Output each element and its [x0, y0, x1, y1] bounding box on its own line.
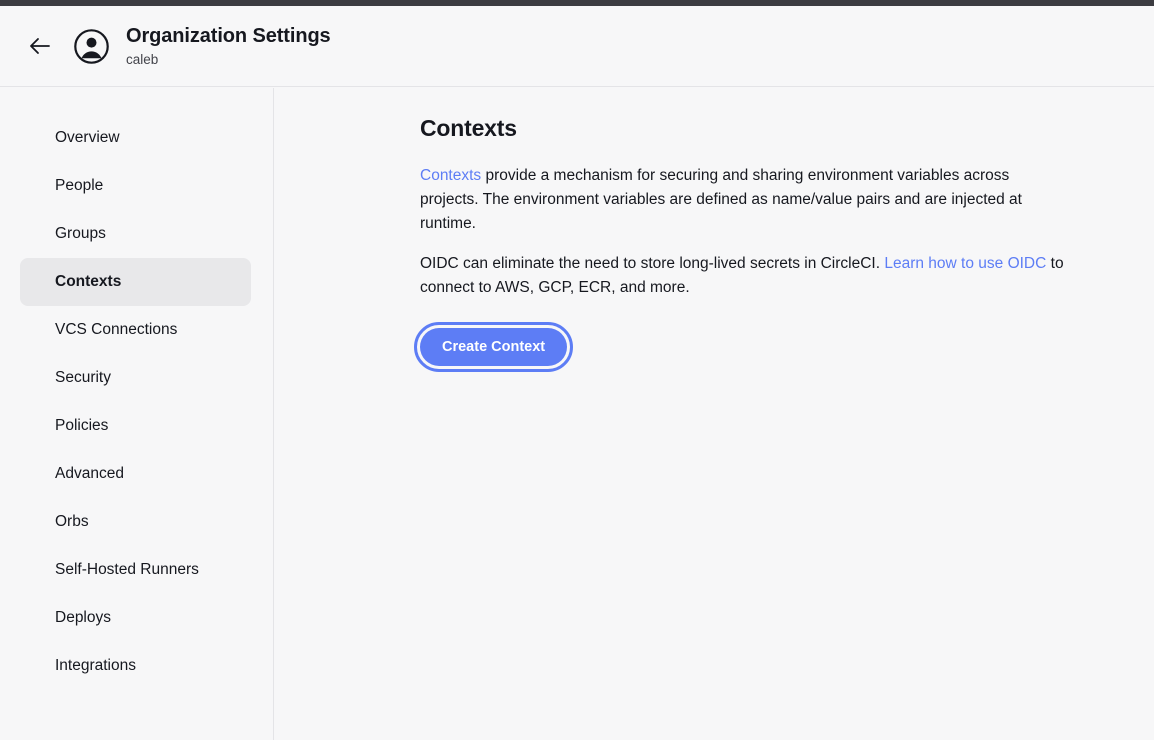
- sidebar-item-advanced[interactable]: Advanced: [55, 465, 124, 482]
- oidc-tail-text: to connect to AWS, GCP, ECR, and more.: [420, 255, 1064, 296]
- body-wrapper: [0, 88, 1154, 740]
- sidebar-item-integrations[interactable]: Integrations: [55, 657, 136, 674]
- page-title: Organization Settings: [126, 24, 331, 47]
- contexts-heading: Contexts: [420, 115, 517, 141]
- sidebar-item-vcs-connections[interactable]: VCS Connections: [55, 321, 178, 338]
- contexts-description-paragraph: [420, 164, 1064, 236]
- sidebar-item-policies[interactable]: Policies: [55, 417, 109, 434]
- oidc-lead-text: OIDC can eliminate the need to store long-lived secrets in CircleCI.: [420, 255, 885, 272]
- sidebar-item-deploys[interactable]: Deploys: [55, 609, 111, 626]
- sidebar-item-orbs[interactable]: Orbs: [55, 513, 89, 530]
- user-avatar-icon: [74, 29, 109, 64]
- sidebar-item-groups[interactable]: Groups: [55, 225, 106, 242]
- page-header: [0, 6, 1154, 87]
- contexts-doc-link[interactable]: Contexts: [420, 167, 482, 184]
- sidebar-item-contexts[interactable]: Contexts: [20, 258, 251, 306]
- back-arrow-icon[interactable]: [24, 30, 56, 62]
- header-text-block: [126, 24, 331, 69]
- sidebar-item-security[interactable]: Security: [55, 369, 111, 386]
- settings-sidebar: [0, 88, 274, 740]
- sidebar-item-people[interactable]: People: [55, 177, 104, 194]
- create-context-button-wrapper: [420, 328, 1154, 366]
- org-name: caleb: [126, 51, 159, 67]
- oidc-learn-link[interactable]: Learn how to use OIDC: [884, 255, 1047, 272]
- main-content: [274, 88, 1154, 740]
- create-context-button[interactable]: Create Context: [420, 328, 567, 366]
- contexts-description-text: provide a mechanism for securing and sharing environment variables across projects. The environment variables are defined as name/value pairs and are injected at runtime.: [420, 167, 1022, 232]
- oidc-paragraph: [420, 252, 1064, 300]
- sidebar-item-overview[interactable]: Overview: [55, 129, 120, 146]
- sidebar-item-self-hosted-runners[interactable]: Self-Hosted Runners: [55, 561, 199, 578]
